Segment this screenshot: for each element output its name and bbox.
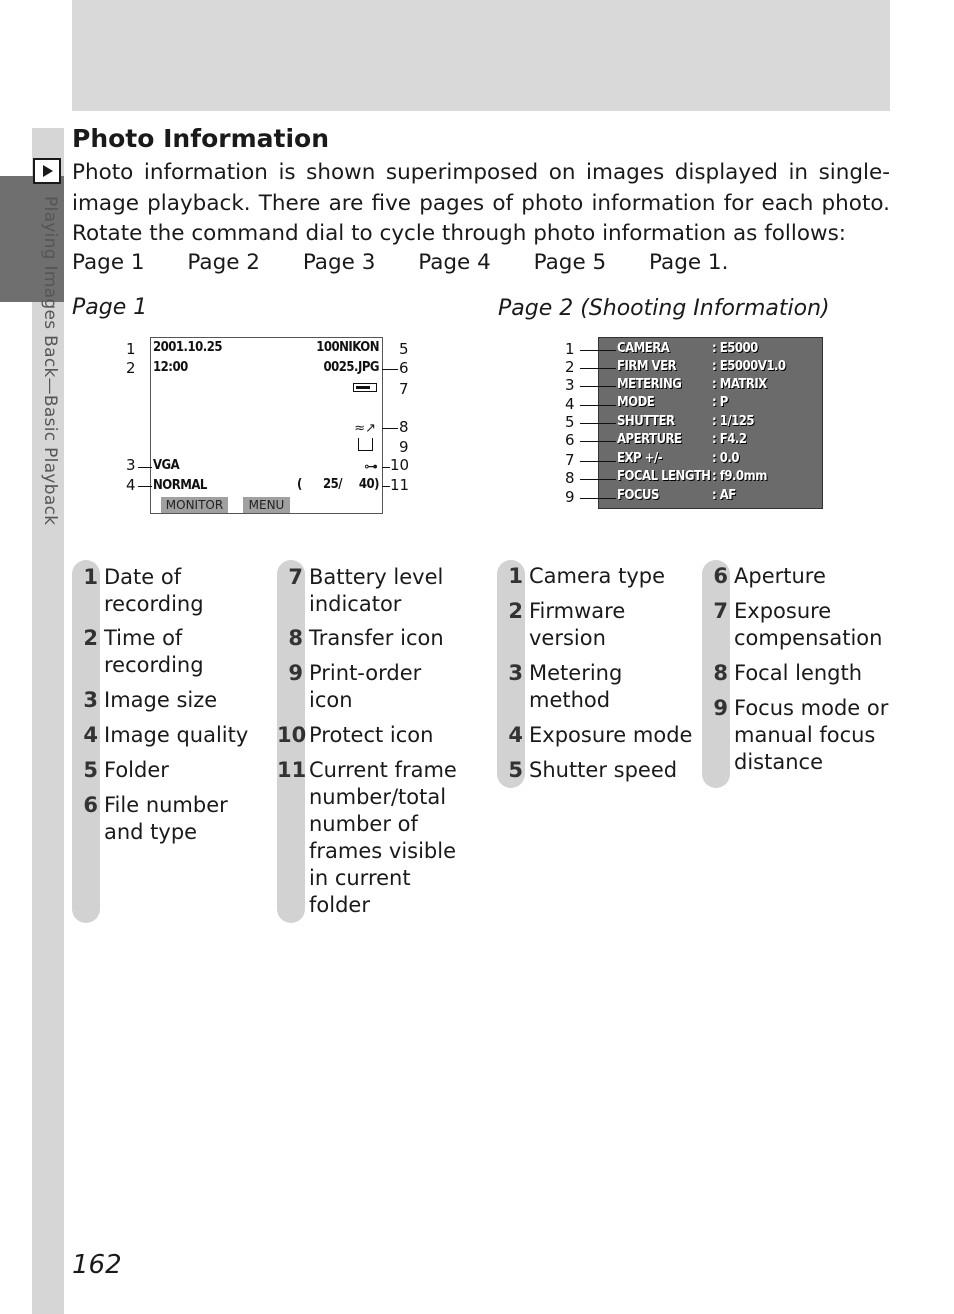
screen-folder: 100NIKON bbox=[316, 340, 379, 355]
info-row: SHUTTER bbox=[617, 414, 675, 429]
info-row: FIRM VER bbox=[617, 359, 677, 374]
playback-icon bbox=[33, 158, 61, 184]
leader-line bbox=[382, 486, 390, 487]
cycle-step: Page 3 bbox=[302, 250, 376, 275]
info-value: : E5000V1.0 bbox=[712, 359, 786, 374]
callout: 2 bbox=[126, 359, 136, 377]
leader-line bbox=[382, 369, 398, 370]
callout: 9 bbox=[565, 488, 575, 506]
page1-title: Page 1 bbox=[72, 295, 148, 320]
transfer-icon: ≈↗ bbox=[354, 421, 376, 436]
page1-screen bbox=[150, 337, 383, 514]
callout: 6 bbox=[565, 431, 575, 449]
callout: 7 bbox=[399, 380, 409, 398]
leader-line bbox=[580, 350, 616, 351]
leader-line bbox=[382, 467, 390, 468]
info-value: : MATRIX bbox=[712, 377, 767, 392]
page-title: Photo Information bbox=[72, 124, 330, 153]
header-band bbox=[72, 0, 890, 111]
leader-line bbox=[580, 461, 616, 462]
cycle-step: Page 4 bbox=[418, 250, 491, 275]
info-value: : 1/125 bbox=[712, 414, 755, 429]
callout: 11 bbox=[390, 476, 410, 494]
leader-line bbox=[580, 386, 616, 387]
callout: 1 bbox=[565, 340, 575, 358]
leader-line bbox=[580, 479, 616, 480]
cycle-step: Page 1 bbox=[72, 250, 145, 275]
callout: 2 bbox=[565, 358, 575, 376]
callout: 4 bbox=[565, 395, 575, 413]
callout: 7 bbox=[565, 451, 575, 469]
info-row: METERING bbox=[617, 377, 682, 392]
screen-quality: NORMAL bbox=[153, 478, 207, 493]
info-value: : AF bbox=[712, 488, 736, 503]
screen-size: VGA bbox=[153, 458, 180, 473]
page-number: 162 bbox=[72, 1250, 122, 1280]
info-row: EXP +/- bbox=[617, 451, 663, 466]
cycle-step: Page 5 bbox=[533, 250, 607, 275]
info-value: : E5000 bbox=[712, 341, 758, 356]
info-row: CAMERA bbox=[617, 341, 670, 356]
callout: 1 bbox=[126, 340, 136, 358]
page2-screen bbox=[598, 337, 823, 509]
callout: 8 bbox=[565, 469, 575, 487]
leader-line bbox=[138, 486, 152, 487]
info-row: FOCAL LENGTH bbox=[617, 469, 711, 484]
info-row: MODE bbox=[617, 395, 655, 410]
callout: 4 bbox=[126, 476, 136, 494]
monitor-button: MONITOR bbox=[161, 497, 228, 513]
info-row: FOCUS bbox=[617, 488, 659, 503]
battery-icon bbox=[353, 383, 377, 392]
print-order-icon bbox=[358, 438, 373, 451]
leader-line bbox=[382, 428, 398, 429]
screen-frame-open: ( bbox=[297, 477, 302, 492]
info-value: : F4.2 bbox=[712, 432, 747, 447]
callout: 5 bbox=[565, 413, 575, 431]
screen-time: 12:00 bbox=[153, 360, 188, 375]
info-row: APERTURE bbox=[617, 432, 682, 447]
menu-button: MENU bbox=[243, 497, 290, 513]
screen-frame: 25/ bbox=[323, 477, 343, 492]
callout: 5 bbox=[399, 340, 409, 358]
section-tab-label: Playing Images Back—Basic Playback bbox=[40, 196, 60, 526]
info-value: : 0.0 bbox=[712, 451, 739, 466]
screen-date: 2001.10.25 bbox=[153, 340, 222, 355]
page-cycle bbox=[72, 250, 764, 275]
leader-line bbox=[580, 441, 616, 442]
cycle-step: Page 1. bbox=[649, 250, 729, 275]
callout: 9 bbox=[399, 438, 409, 456]
cycle-step: Page 2 bbox=[187, 250, 260, 275]
page2-title: Page 2 (Shooting Information) bbox=[498, 296, 830, 321]
callout: 3 bbox=[126, 456, 136, 474]
callout: 8 bbox=[399, 418, 409, 436]
callout: 6 bbox=[399, 359, 409, 377]
leader-line bbox=[580, 368, 616, 369]
intro-paragraph: Photo information is shown superimposed on images displayed in single-image playback. There are five pages of photo information for each photo. Rotate the command dial to cycle through photo information as follows: bbox=[72, 160, 890, 246]
callout: 3 bbox=[565, 376, 575, 394]
callout: 10 bbox=[390, 456, 410, 474]
leader-line bbox=[580, 405, 616, 406]
screen-total: 40) bbox=[358, 477, 379, 492]
info-value: : f9.0mm bbox=[712, 469, 767, 484]
screen-file: 0025.JPG bbox=[323, 360, 379, 375]
leader-line bbox=[580, 423, 616, 424]
leader-line bbox=[580, 498, 616, 499]
leader-line bbox=[138, 467, 152, 468]
protect-icon: ⊶ bbox=[364, 459, 378, 475]
info-value: : P bbox=[712, 395, 728, 410]
